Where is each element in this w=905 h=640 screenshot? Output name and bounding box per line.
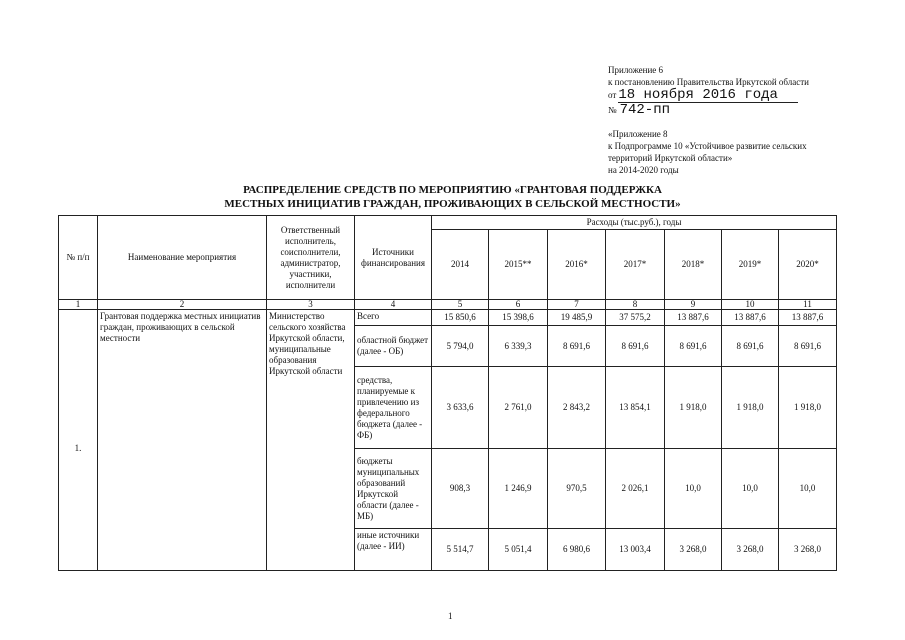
column-index: 9	[665, 300, 722, 310]
value-cell: 3 633,6	[432, 367, 489, 449]
header-executor: Ответственный исполнитель, соисполнители, администратор, участники, исполнители	[267, 216, 355, 300]
column-index: 6	[489, 300, 548, 310]
value-cell: 970,5	[548, 449, 606, 529]
header-year: 2017*	[606, 230, 665, 300]
value-cell: 1 918,0	[722, 367, 779, 449]
row-number: 1.	[59, 310, 98, 571]
header-expenses: Расходы (тыс.руб.), годы	[432, 216, 837, 230]
value-cell: 5 794,0	[432, 326, 489, 367]
sub-appendix-line-1: «Приложение 8	[608, 129, 668, 139]
value-cell: 15 850,6	[432, 310, 489, 326]
value-cell: 2 761,0	[489, 367, 548, 449]
value-cell: 1 246,9	[489, 449, 548, 529]
table-row	[59, 310, 837, 326]
source-label: областной бюджет (далее - ОБ)	[355, 326, 432, 367]
sub-appendix-line-3: территорий Иркутской области»	[608, 153, 733, 163]
header-year: 2018*	[665, 230, 722, 300]
value-cell: 10,0	[722, 449, 779, 529]
value-cell: 8 691,6	[548, 326, 606, 367]
executor-text-2: Иркутской области	[269, 366, 343, 376]
value-cell: 8 691,6	[779, 326, 837, 367]
header-year: 2015**	[489, 230, 548, 300]
value-cell: 13 887,6	[779, 310, 837, 326]
appendix-line-1: Приложение 6	[608, 65, 664, 75]
appendix-block	[608, 64, 848, 176]
value-cell: 2 026,1	[606, 449, 665, 529]
header-year: 2019*	[722, 230, 779, 300]
value-cell: 37 575,2	[606, 310, 665, 326]
value-cell: 10,0	[779, 449, 837, 529]
header-num: № п/п	[59, 216, 98, 300]
value-cell: 5 051,4	[489, 529, 548, 571]
title-line-2: МЕСТНЫХ ИНИЦИАТИВ ГРАЖДАН, ПРОЖИВАЮЩИХ В СЕЛЬСКОЙ МЕСТНОСТИ»	[224, 198, 681, 210]
value-cell: 1 918,0	[779, 367, 837, 449]
title-line-1: РАСПРЕДЕЛЕНИЕ СРЕДСТВ ПО МЕРОПРИЯТИЮ «ГРАНТОВАЯ ПОДДЕРЖКА	[243, 184, 662, 196]
date-prefix: от	[608, 90, 617, 100]
value-cell: 13 887,6	[722, 310, 779, 326]
appendix-line-2: к постановлению Правительства Иркутской области	[608, 77, 809, 87]
sub-appendix-line-4: на 2014-2020 годы	[608, 165, 679, 175]
column-index: 5	[432, 300, 489, 310]
value-cell: 10,0	[665, 449, 722, 529]
column-index: 10	[722, 300, 779, 310]
value-cell: 2 843,2	[548, 367, 606, 449]
value-cell: 8 691,6	[606, 326, 665, 367]
header-year: 2014	[432, 230, 489, 300]
value-cell: 8 691,6	[665, 326, 722, 367]
column-index: 3	[267, 300, 355, 310]
header-source: Источники финансирования	[355, 216, 432, 300]
column-index: 4	[355, 300, 432, 310]
measure-name: Грантовая поддержка местных инициатив граждан, проживающих в сельской местности	[98, 310, 267, 571]
value-cell: 15 398,6	[489, 310, 548, 326]
page-number: 1	[448, 611, 453, 621]
date-value: 18 ноября 2016 года	[618, 88, 798, 103]
source-label: средства, планируемые к привлечению из федерального бюджета (далее - ФБ)	[355, 367, 432, 449]
column-index: 1	[59, 300, 98, 310]
executor-text-1: Министерство сельского хозяйства Иркутской области, муниципальные образования	[269, 311, 346, 365]
source-label: бюджеты муниципальных образований Иркутской области (далее - МБ)	[355, 449, 432, 529]
value-cell: 908,3	[432, 449, 489, 529]
header-year: 2020*	[779, 230, 837, 300]
source-label: Всего	[355, 310, 432, 326]
source-label: иные источники (далее - ИИ)	[355, 529, 432, 571]
column-index: 8	[606, 300, 665, 310]
value-cell: 6 339,3	[489, 326, 548, 367]
value-cell: 3 268,0	[779, 529, 837, 571]
number-prefix: №	[608, 105, 617, 115]
header-year: 2016*	[548, 230, 606, 300]
column-index-row	[59, 300, 837, 310]
value-cell: 3 268,0	[665, 529, 722, 571]
column-index: 11	[779, 300, 837, 310]
appendix-date-row	[608, 88, 848, 102]
value-cell: 6 980,6	[548, 529, 606, 571]
column-index: 2	[98, 300, 267, 310]
value-cell: 1 918,0	[665, 367, 722, 449]
column-index: 7	[548, 300, 606, 310]
number-value: 742-пп	[619, 102, 671, 118]
value-cell: 3 268,0	[722, 529, 779, 571]
value-cell: 13 854,1	[606, 367, 665, 449]
value-cell: 13 887,6	[665, 310, 722, 326]
executor-cell	[267, 310, 355, 571]
value-cell: 8 691,6	[722, 326, 779, 367]
appendix-number-row	[608, 102, 848, 118]
funding-table	[58, 215, 837, 571]
value-cell: 13 003,4	[606, 529, 665, 571]
value-cell: 19 485,9	[548, 310, 606, 326]
header-name: Наименование мероприятия	[98, 216, 267, 300]
value-cell: 5 514,7	[432, 529, 489, 571]
sub-appendix-line-2: к Подпрограмме 10 «Устойчивое развитие сельских	[608, 141, 807, 151]
document-title	[120, 183, 785, 211]
